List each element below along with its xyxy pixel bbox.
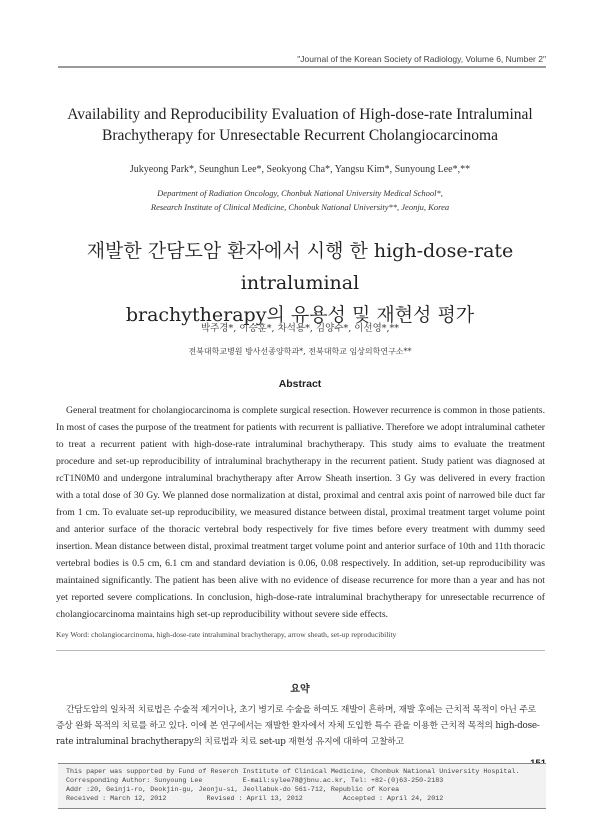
korean-authors: 박주경*, 이승훈*, 차석용*, 김양수*, 이선영*,** (200, 323, 400, 334)
footer-notes (58, 763, 546, 809)
header-rule (58, 66, 546, 68)
section-divider (56, 650, 545, 651)
korean-title (40, 235, 560, 331)
english-affiliation (40, 186, 560, 214)
dates: Received : March 12, 2012 Revised : April 13, 2012 Accepted : April 24, 2012 (66, 795, 444, 803)
affiliation-line: Research Institute of Clinical Medicine, Chonbuk National University**, Jeonju, Korea (150, 202, 450, 212)
english-authors: Jukyeong Park*, Seunghun Lee*, Seokyong Cha*, Yangsu Kim*, Sunyoung Lee*,** (129, 164, 471, 175)
keywords: Key Word: cholangiocarcinoma, high-dose-rate intraluminal brachytherapy, arrow sheath, set-up reproducibility (56, 630, 397, 639)
abstract-heading: Abstract (278, 378, 322, 390)
abstract-text: General treatment for cholangiocarcinoma is complete surgical resection. However recurrence is common in those patients. In most of cases the purpose of the treatment for patients with recurrent is palliative. Therefore we adopt intraluminal catheter to treat a recurrent patient with high-dose-rate intraluminal brachytherapy. This study aims to evaluate the treatment procedure and set-up reproducibility of intraluminal brachytherapy in the recurrent patient. Study patient was diagnosed at rcT1N0M0 and undergone intraluminal brachytherapy after Arrow Sheath insertion. 3 Gy was delivered in every fraction with a total dose of 30 Gy. We planned dose normalization at distal, proximal and central axis point of narrowed bile duct far from 1 cm. To evaluate set-up reproducibility, we measured distance between distal, proximal treatment target volume point and anterior surface of the thoracic vertebral body respectively for five times before every treatment with dummy seed insertion. Mean distance between distal, proximal treatment target volume point and anterior surface of 10th and 11th thoracic vertebral bodies is 0.5 cm, 6.1 cm and standard deviation is 0.06, 0.08 respectively. In addition, set-up reproducibility was maintained significantly. The patient has been alive with no evidence of disease recurrence for more than a year and has not yet reported severe complications. In conclusion, high-dose-rate intraluminal brachytherapy for unresectable recurrence of cholangiocarcinoma maintains high set-up reproducibility without severe side effects. (56, 405, 545, 620)
affiliation-line: Department of Radiation Oncology, Chonbuk National University Medical School*, (157, 188, 443, 198)
summary-heading: 요약 (290, 684, 310, 695)
summary-text: 간담도암의 일차적 치료법은 수술적 제거이나, 초기 병기로 수술을 하여도 재발이 흔하며, 재발 후에는 근치적 목적이 아닌 주로 증상 완화 목적의 치료를 하고 있다. 이에 본 연구에서는 재발한 환자에서 자체 도입한 특수 관을 이용한 근치적 목적의 high-dose-rate intraluminal brachytherapy의 치료법과 치료 set-up 재현성 유지에 대하여 고찰하고 (56, 705, 540, 747)
funding-note: This paper was supported by Fund of Reserch Institute of Clinical Medicine, Chonbuk National University Hospital. (66, 768, 520, 776)
english-title-line: Availability and Reproducibility Evaluation of High-dose-rate Intraluminal (67, 106, 533, 123)
journal-header: "Journal of the Korean Society of Radiology, Volume 6, Number 2" (297, 54, 546, 64)
address: Addr :20, Geinji-ro, Deokjin-gu, Jeonju-si, Jeollabuk-do 561-712, Republic of Korea (66, 786, 400, 794)
korean-affiliation: 전북대학교병원 방사선종양학과*, 전북대학교 임상의학연구소** (188, 347, 412, 356)
english-title-line: Brachytherapy for Unresectable Recurrent Cholangiocarcinoma (102, 127, 498, 144)
corresponding-author: Corresponding Author: Sunyoung Lee E-mail:sylee78@jbnu.ac.kr, Tel: +82-(0)63-250-2183 (66, 777, 444, 785)
korean-title-line: brachytherapy의 유용성 및 재현성 평가 (125, 304, 475, 326)
english-title (40, 104, 560, 146)
korean-title-line: 재발한 간담도암 환자에서 시행 한 high-dose-rate intraluminal (86, 240, 514, 294)
